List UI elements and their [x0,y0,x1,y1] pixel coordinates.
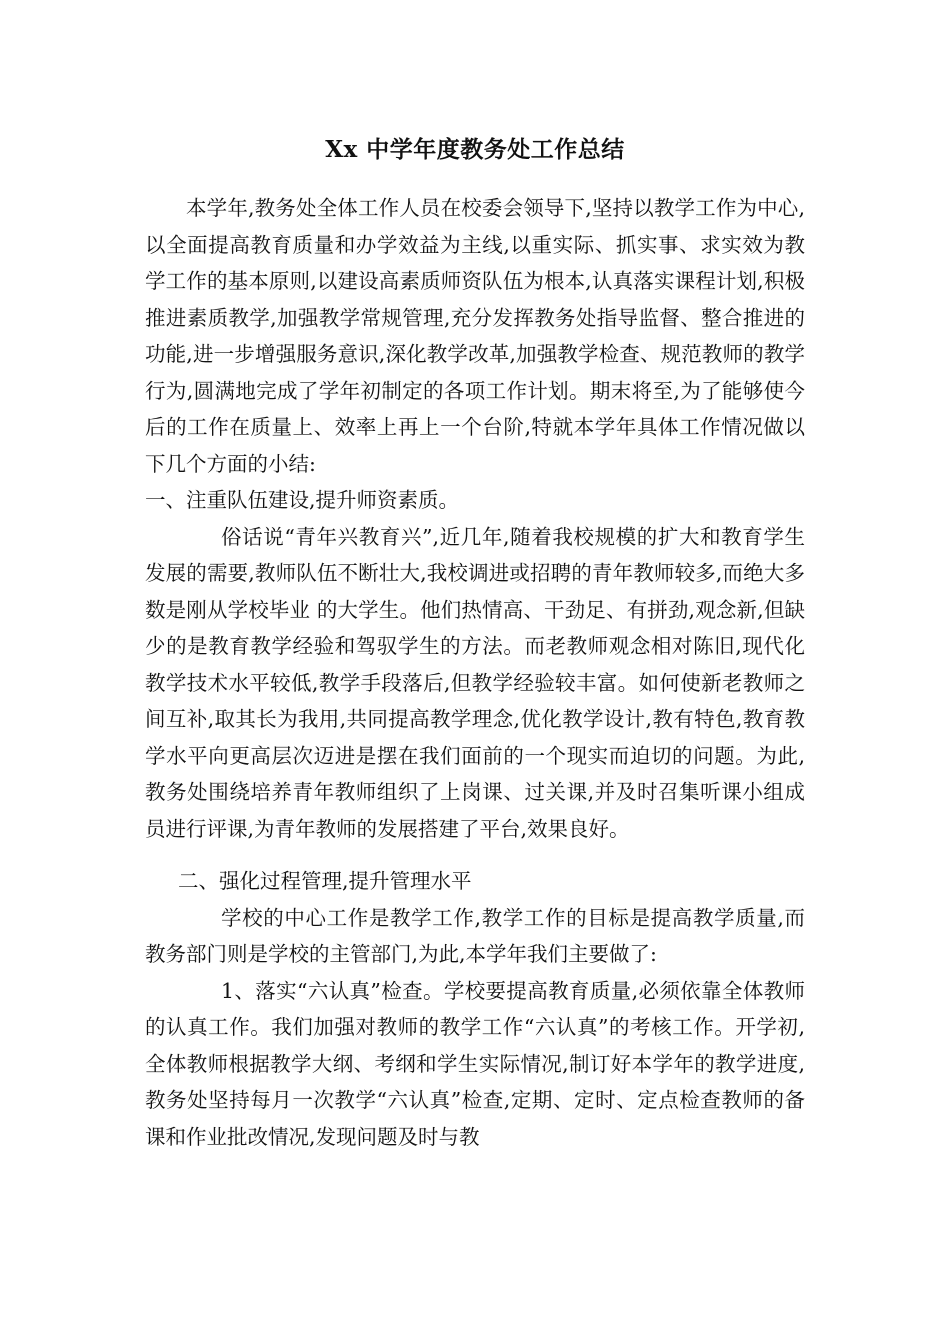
section-2-item-1-paragraph: 1、落实“六认真”检查。学校要提高教育质量,必须依靠全体教师的认真工作。我们加强对教师的教学工作“六认真”的考核工作。开学初,全体教师根据教学大纲、考纲和学生实际情况,制订好本学年的教学进度,教务处坚持每月一次教学“六认真”检查,定期、定时、定点检查教师的备课和作业批改情况,发现问题及时与教 [145,978,805,1149]
document-title: Xx 中学年度教务处工作总结 [325,136,625,163]
section-1-paragraph: 俗话说“青年兴教育兴”,近几年,随着我校规模的扩大和教育学生发展的需要,教师队伍不断壮大,我校调进或招聘的青年教师较多,而绝大多数是刚从学校毕业 的大学生。他们热情高、干劲足、有拼劲,观念新,但缺少的是教育教学经验和驾驭学生的方法。而老教师观念相对陈旧,现代化教学技术水平较低,教学手段落后,但教学经验较丰富。如何使新老教师之间互补,取其长为我用,共同提高教学理念,优化教学设计,教有特色,教育教学水平向更高层次迈进是摆在我们面前的一个现实而迫切的问题。为此,教务处围绕培养青年教师组织了上岗课、过关课,并及时召集听课小组成员进行评课,为青年教师的发展搭建了平台,效果良好。 [145,524,805,841]
section-2-heading: 二、强化过程管理,提升管理水平 [178,869,472,893]
section-2-intro-paragraph: 学校的中心工作是教学工作,教学工作的目标是提高教学质量,而教务部门则是学校的主管部门,为此,本学年我们主要做了: [145,905,805,966]
document-body [145,190,805,1155]
section-spacer [145,847,805,863]
intro-paragraph: 本学年,教务处全体工作人员在校委会领导下,坚持以教学工作为中心,以全面提高教育质量和办学效益为主线,以重实际、抓实事、求实效为教学工作的基本原则,以建设高素质师资队伍为根本,认真落实课程计划,积极推进素质教学,加强教学常规管理,充分发挥教务处指导监督、整合推进的功能,进一步增强服务意识,深化教学改革,加强教学检查、规范教师的教学行为,圆满地完成了学年初制定的各项工作计划。期末将至,为了能够使今后的工作在质量上、效率上再上一个台阶,特就本学年具体工作情况做以下几个方面的小结: [145,196,805,476]
section-1-heading: 一、注重队伍建设,提升师资素质。 [145,488,460,512]
